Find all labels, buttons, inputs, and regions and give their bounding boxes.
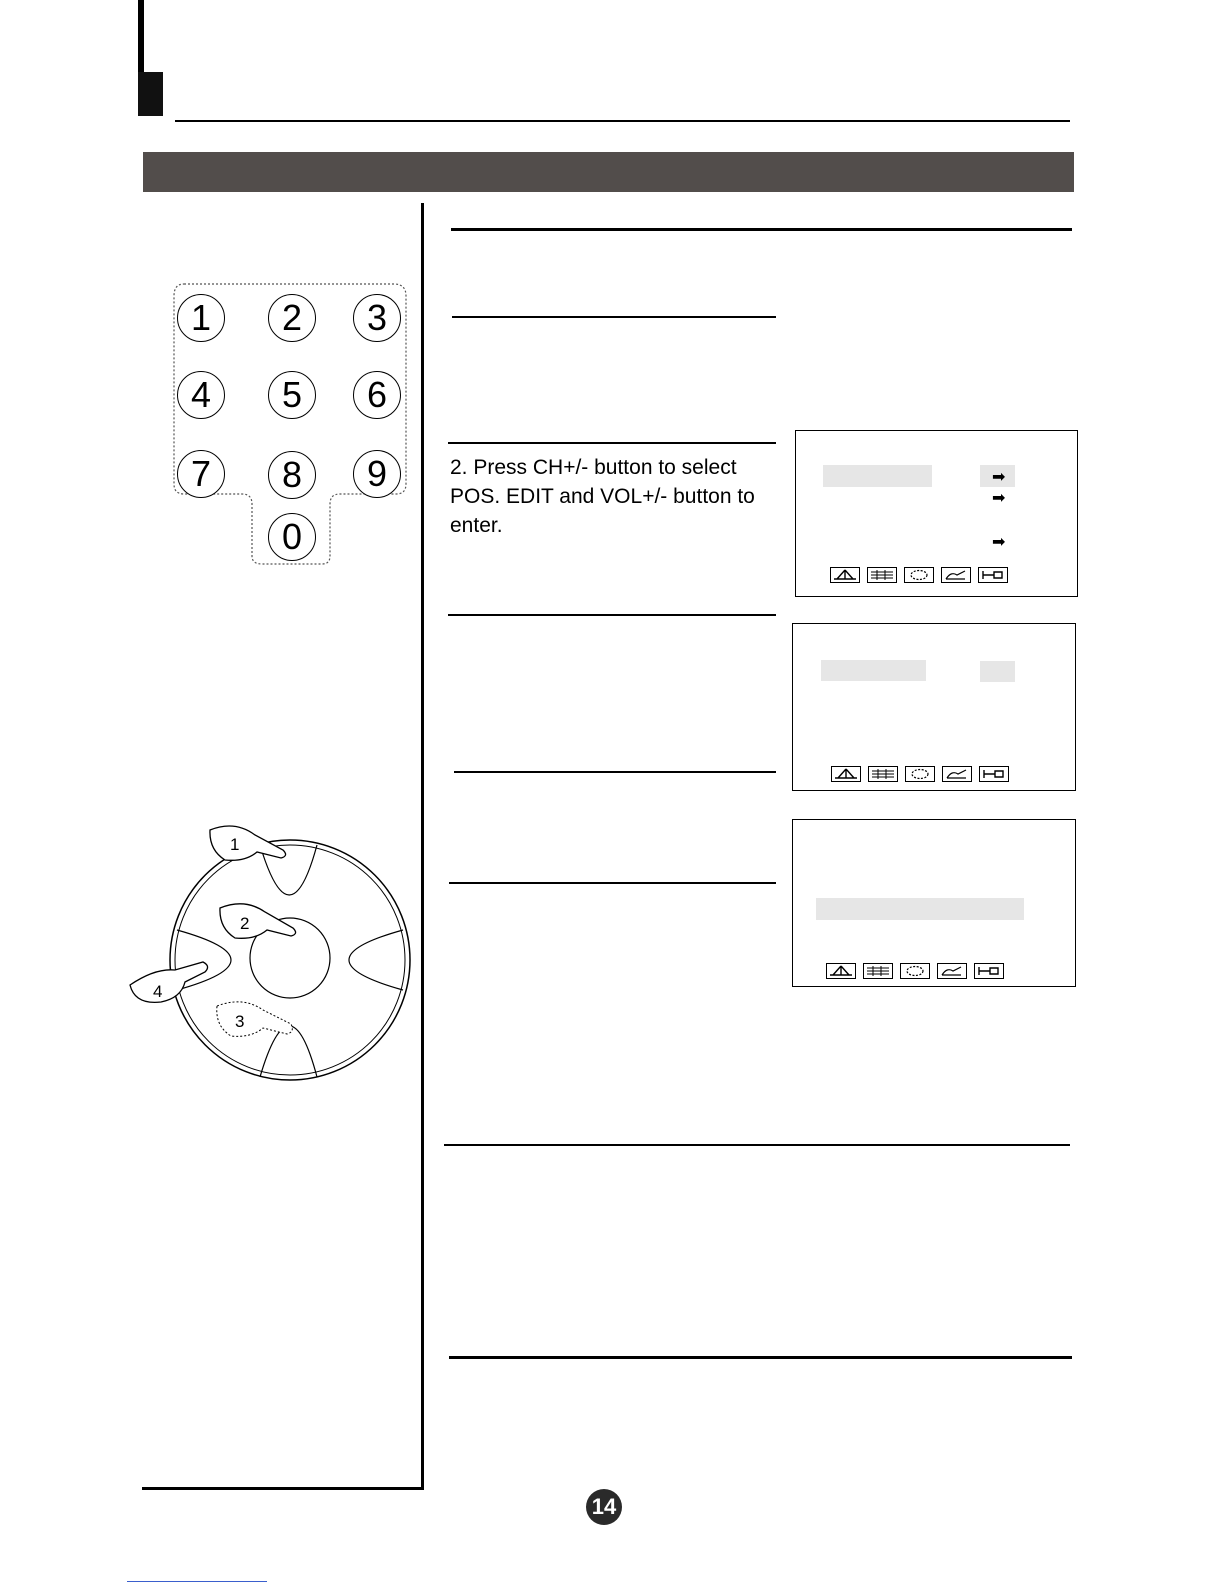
picture-menu-icon xyxy=(826,963,856,979)
note-rule xyxy=(444,1144,1070,1146)
osd-selected-row xyxy=(823,465,932,487)
page-number-badge: 14 xyxy=(586,1489,622,1525)
arrow-right-icon: ➡ xyxy=(992,467,1006,486)
keypad-key-5[interactable]: 5 xyxy=(268,371,316,419)
step2-instruction xyxy=(450,453,755,540)
keypad-key-0[interactable]: 0 xyxy=(268,513,316,561)
chapter-tab-block xyxy=(138,72,163,116)
sound-menu-icon xyxy=(863,963,893,979)
osd-value-box xyxy=(980,661,1015,682)
keypad-key-7[interactable]: 7 xyxy=(177,450,225,498)
keypad-key-2[interactable]: 2 xyxy=(268,294,316,342)
osd-menu-icons xyxy=(830,567,1008,583)
column-divider xyxy=(421,203,424,1490)
header-rule xyxy=(175,120,1070,122)
nav-pad-drawing xyxy=(125,820,415,1090)
step3-rule xyxy=(448,614,776,616)
keypad-key-9[interactable]: 9 xyxy=(353,450,401,498)
keypad-key-1[interactable]: 1 xyxy=(177,294,225,342)
setup-menu-icon xyxy=(941,567,971,583)
osd-screen-menu xyxy=(795,430,1078,597)
step2-rule xyxy=(448,442,776,444)
setup-menu-icon xyxy=(937,963,967,979)
right-column-top-rule xyxy=(451,228,1072,231)
keypad-key-3[interactable]: 3 xyxy=(353,294,401,342)
setup-menu-icon xyxy=(942,766,972,782)
arrow-right-icon: ➡ xyxy=(992,532,1006,551)
osd-menu-icons xyxy=(831,766,1009,782)
sound-menu-icon xyxy=(868,766,898,782)
footer-link-underline xyxy=(127,1581,267,1582)
osd-screen-position-edit xyxy=(792,623,1076,791)
step4-rule xyxy=(454,771,776,773)
osd-menu-icons xyxy=(826,963,1004,979)
sound-menu-icon xyxy=(867,567,897,583)
nav-pad-label-1: 1 xyxy=(230,835,240,854)
osd-screen-confirm xyxy=(792,819,1076,987)
step5-rule xyxy=(449,882,776,884)
section-title-bar xyxy=(143,152,1074,192)
step2-line-2: POS. EDIT and VOL+/- button to xyxy=(450,485,755,508)
nav-pad-label-2: 2 xyxy=(240,914,250,933)
arrow-right-icon: ➡ xyxy=(992,488,1006,507)
osd-selected-row xyxy=(821,660,926,681)
bottom-section-rule xyxy=(449,1356,1072,1359)
step2-line-1: 2. Press CH+/- button to select xyxy=(450,456,737,479)
keypad-key-4[interactable]: 4 xyxy=(177,371,225,419)
step2-line-3: enter. xyxy=(450,514,503,537)
left-column-bottom-rule xyxy=(142,1487,424,1490)
picture-menu-icon xyxy=(831,766,861,782)
nav-pad-label-4: 4 xyxy=(153,982,163,1001)
picture-menu-icon xyxy=(830,567,860,583)
function-menu-icon xyxy=(978,567,1008,583)
keypad-key-8[interactable]: 8 xyxy=(268,451,316,499)
timer-menu-icon xyxy=(900,963,930,979)
nav-pad-label-3: 3 xyxy=(235,1012,245,1031)
step1-rule xyxy=(452,316,776,318)
osd-selected-row xyxy=(816,898,1024,920)
function-menu-icon xyxy=(974,963,1004,979)
keypad-key-6[interactable]: 6 xyxy=(353,371,401,419)
function-menu-icon xyxy=(979,766,1009,782)
timer-menu-icon xyxy=(905,766,935,782)
timer-menu-icon xyxy=(904,567,934,583)
